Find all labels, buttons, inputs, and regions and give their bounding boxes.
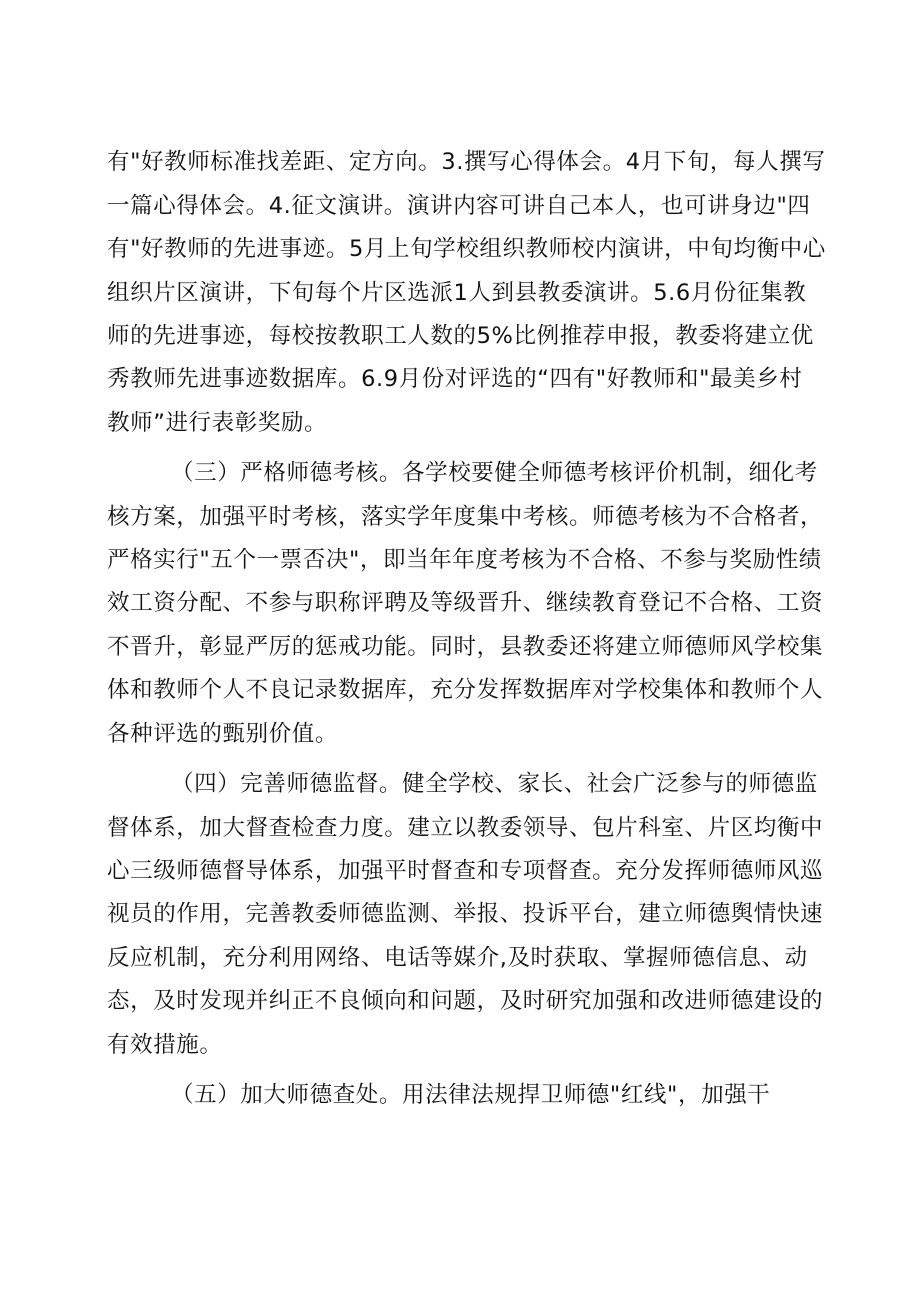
text-line: 效工资分配、不参与职称评聘及等级晋升、继续教育登记不合格、工资 — [107, 590, 824, 616]
text-line: 反应机制，充分利用网络、电话等媒介,及时获取、掌握师德信息、动 — [107, 945, 808, 971]
text-line: 秀教师先进事迹数据库。6.9月份对评选的“四有"好教师和"最美乡村 — [107, 366, 803, 392]
text-line: 体和教师个人不良记录数据库，充分发挥数据库对学校集体和教师个人 — [107, 677, 824, 703]
text-line: 不晋升，彰显严厉的惩戒功能。同时，县教委还将建立师德师风学校集 — [107, 634, 824, 660]
text-line: 态，及时发现并纠正不良倾向和问题，及时研究加强和改进师德建设的 — [107, 988, 824, 1014]
text-line: 有"好教师的先进事迹。5月上旬学校组织教师校内演讲，中旬均衡中心 — [107, 236, 826, 262]
text-line: 有"好教师标准找差距、定方向。3.撰写心得体会。4月下旬，每人撰写 — [107, 149, 826, 175]
text-line: 核方案，加强平时考核，落实学年度集中考核。师德考核为不合格者， — [107, 504, 824, 530]
text-line: 督体系，加大督查检查力度。建立以教委领导、包片科室、片区均衡中 — [107, 815, 824, 841]
section-heading-line: （三）严格师德考核。各学校要健全师德考核评价机制，细化考 — [171, 460, 818, 486]
text-line: 一篇心得体会。4.征文演讲。演讲内容可讲自己本人，也可讲身边"四 — [107, 193, 811, 219]
text-line: 心三级师德督导体系，加强平时督查和专项督查。充分发挥师德师风巡 — [107, 858, 824, 884]
text-line: 严格实行"五个一票否决"，即当年年度考核为不合格、不参与奖励性绩 — [107, 547, 822, 573]
text-line: 各种评选的甄别价值。 — [107, 721, 339, 747]
text-line: 组织片区演讲，下旬每个片区选派1人到县教委演讲。5.6月份征集教 — [107, 280, 807, 306]
section-heading-line: （五）加大师德查处。用法律法规捍卫师德"红线"，加强干 — [171, 1082, 771, 1108]
text-line: 视员的作用，完善教委师德监测、举报、投诉平台，建立师德舆情快速 — [107, 901, 824, 927]
section-heading-line: （四）完善师德监督。健全学校、家长、社会广泛参与的师德监 — [171, 771, 818, 797]
text-line: 教师”进行表彰奖励。 — [107, 410, 328, 436]
text-line: 师的先进事迹，每校按教职工人数的5%比例推荐申报，教委将建立优 — [107, 323, 814, 349]
text-line: 有效措施。 — [107, 1032, 223, 1058]
